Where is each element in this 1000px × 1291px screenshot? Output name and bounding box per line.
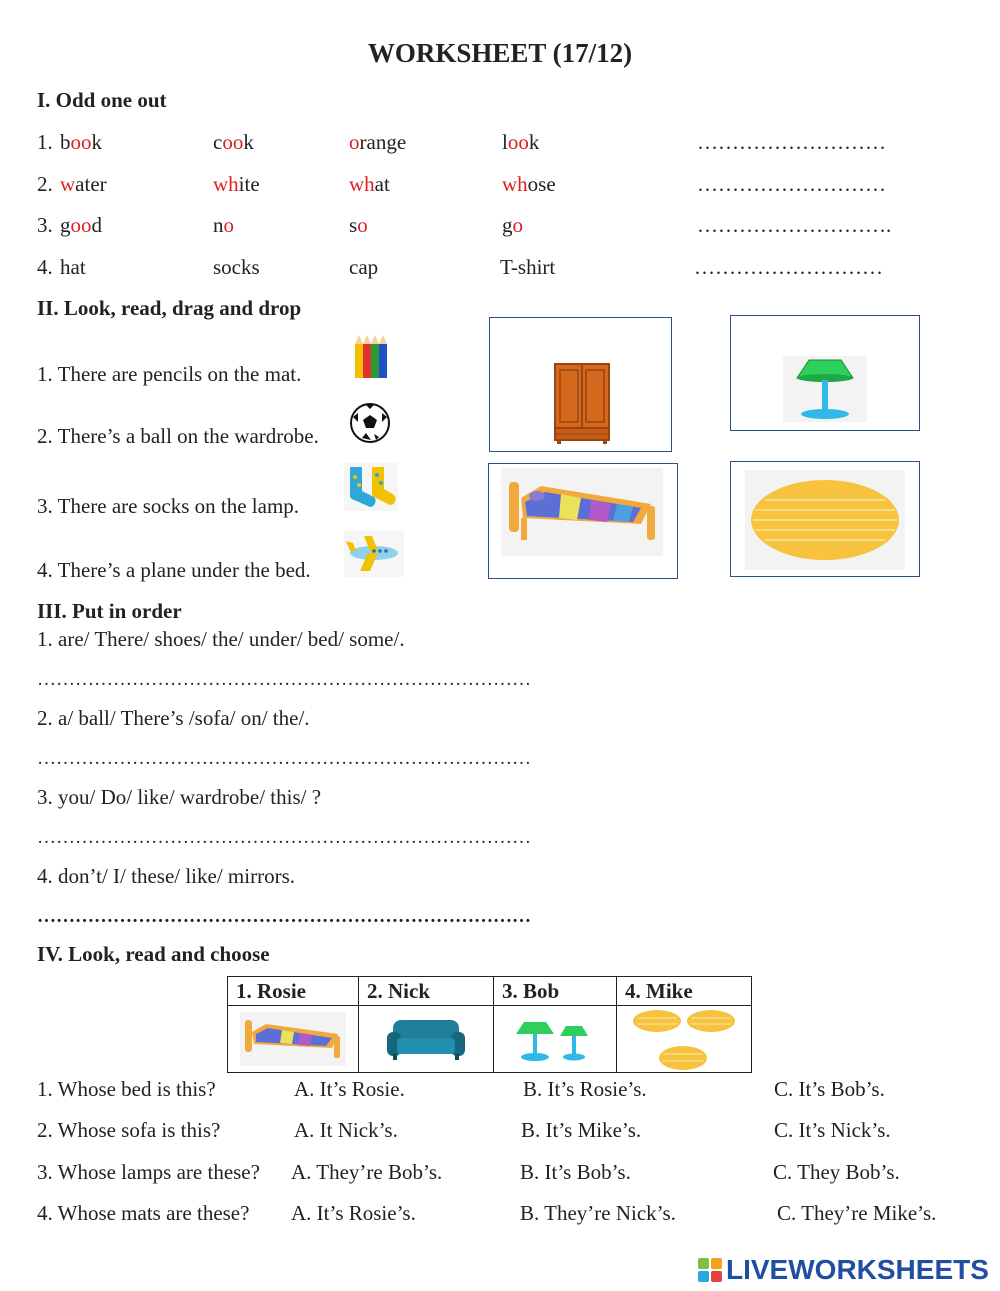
row-1-number: 1. bbox=[37, 130, 53, 154]
row-1-word-4[interactable]: look bbox=[502, 130, 540, 154]
order-prompt-3: 3. you/ Do/ like/ wardrobe/ this/ ? bbox=[37, 785, 322, 809]
lamp-icon bbox=[783, 356, 867, 422]
sofa-icon bbox=[385, 1016, 467, 1062]
order-prompt-4: 4. don’t/ I/ these/ like/ mirrors. bbox=[37, 864, 295, 888]
mat-drop-box[interactable] bbox=[730, 461, 920, 577]
rosie-picture-cell bbox=[228, 1006, 359, 1073]
owner-nick: 2. Nick bbox=[359, 977, 494, 1006]
row-4-word-3[interactable]: cap bbox=[349, 255, 379, 279]
order-prompt-2: 2. a/ ball/ There’s /sofa/ on/ the/. bbox=[37, 706, 310, 730]
row-4-word-4[interactable]: T-shirt bbox=[500, 255, 556, 279]
row-1-word-1[interactable]: book bbox=[60, 130, 102, 154]
question-4-option-c[interactable]: C. They’re Mike’s. bbox=[777, 1201, 937, 1225]
row-1-answer-blank[interactable]: ……………………… bbox=[697, 130, 886, 154]
question-2-option-b[interactable]: B. It’s Mike’s. bbox=[521, 1118, 642, 1142]
lamp-drop-box[interactable] bbox=[730, 315, 920, 431]
drag-sentence-1: 1. There are pencils on the mat. bbox=[37, 362, 302, 386]
question-2: 2. Whose sofa is this? bbox=[37, 1118, 221, 1142]
row-2-word-3[interactable]: what bbox=[349, 172, 390, 196]
row-2-answer-blank[interactable]: ……………………… bbox=[697, 172, 886, 196]
mike-picture-cell bbox=[617, 1006, 752, 1073]
liveworksheets-logo bbox=[698, 1254, 989, 1286]
plane-icon[interactable] bbox=[344, 531, 404, 577]
row-4-word-1[interactable]: hat bbox=[60, 255, 86, 279]
wardrobe-drop-box[interactable] bbox=[489, 317, 672, 452]
section-1-heading: I. Odd one out bbox=[37, 88, 167, 112]
bed-drop-box[interactable] bbox=[488, 463, 678, 579]
owners-table bbox=[227, 976, 752, 1073]
question-1-option-a[interactable]: A. It’s Rosie. bbox=[294, 1077, 405, 1101]
drag-sentence-2: 2. There’s a ball on the wardrobe. bbox=[37, 424, 319, 448]
question-3-option-c[interactable]: C. They Bob’s. bbox=[773, 1160, 900, 1184]
question-3: 3. Whose lamps are these? bbox=[37, 1160, 260, 1184]
row-4-answer-blank[interactable]: ……………………… bbox=[694, 255, 883, 279]
pencils-icon[interactable] bbox=[352, 334, 390, 382]
row-1-word-3[interactable]: orange bbox=[349, 130, 407, 154]
row-1-word-2[interactable]: cook bbox=[213, 130, 254, 154]
row-2-word-4[interactable]: whose bbox=[502, 172, 556, 196]
question-4-option-b[interactable]: B. They’re Nick’s. bbox=[520, 1201, 676, 1225]
row-2-word-2[interactable]: white bbox=[213, 172, 260, 196]
question-3-option-b[interactable]: B. It’s Bob’s. bbox=[520, 1160, 631, 1184]
row-3-word-3[interactable]: so bbox=[349, 213, 368, 237]
order-answer-4[interactable]: …………………………………………………………………… bbox=[37, 906, 531, 927]
drag-sentence-3: 3. There are socks on the lamp. bbox=[37, 494, 300, 518]
row-4-number: 4. bbox=[37, 255, 53, 279]
question-1-option-c[interactable]: C. It’s Bob’s. bbox=[774, 1077, 885, 1101]
order-answer-3[interactable]: …………………………………………………………………… bbox=[37, 827, 531, 848]
question-4: 4. Whose mats are these? bbox=[37, 1201, 250, 1225]
mats-icon bbox=[631, 1008, 737, 1074]
order-answer-2[interactable]: …………………………………………………………………… bbox=[37, 748, 531, 769]
question-1: 1. Whose bed is this? bbox=[37, 1077, 216, 1101]
bob-picture-cell bbox=[494, 1006, 617, 1073]
row-3-word-1[interactable]: good bbox=[60, 213, 102, 237]
owner-bob: 3. Bob bbox=[494, 977, 617, 1006]
bed-icon bbox=[501, 468, 663, 556]
question-2-option-c[interactable]: C. It’s Nick’s. bbox=[774, 1118, 891, 1142]
owner-rosie: 1. Rosie bbox=[228, 977, 359, 1006]
section-3-heading: III. Put in order bbox=[37, 599, 182, 623]
wardrobe-icon bbox=[553, 362, 611, 444]
owner-mike: 4. Mike bbox=[617, 977, 752, 1006]
question-1-option-b[interactable]: B. It’s Rosie’s. bbox=[523, 1077, 647, 1101]
lamps-icon bbox=[512, 1020, 594, 1062]
question-3-option-a[interactable]: A. They’re Bob’s. bbox=[291, 1160, 443, 1184]
row-3-word-4[interactable]: go bbox=[502, 213, 523, 237]
row-2-number: 2. bbox=[37, 172, 53, 196]
question-2-option-a[interactable]: A. It Nick’s. bbox=[294, 1118, 398, 1142]
nick-picture-cell bbox=[359, 1006, 494, 1073]
row-4-word-2[interactable]: socks bbox=[213, 255, 260, 279]
question-4-option-a[interactable]: A. It’s Rosie’s. bbox=[291, 1201, 416, 1225]
order-prompt-1: 1. are/ There/ shoes/ the/ under/ bed/ some/. bbox=[37, 627, 405, 651]
drag-sentence-4: 4. There’s a plane under the bed. bbox=[37, 558, 311, 582]
row-3-answer-blank[interactable]: ………………………. bbox=[697, 213, 892, 237]
row-3-number: 3. bbox=[37, 213, 53, 237]
section-4-heading: IV. Look, read and choose bbox=[37, 942, 270, 966]
logo-text: LIVEWORKSHEETS bbox=[726, 1254, 989, 1285]
row-2-word-1[interactable]: water bbox=[60, 172, 107, 196]
bed-icon bbox=[240, 1012, 346, 1066]
soccer-ball-icon[interactable] bbox=[349, 402, 391, 444]
row-3-word-2[interactable]: no bbox=[213, 213, 234, 237]
mat-icon bbox=[745, 470, 905, 570]
socks-icon[interactable] bbox=[344, 463, 398, 511]
section-2-heading: II. Look, read, drag and drop bbox=[37, 296, 302, 320]
logo-mark-icon bbox=[698, 1258, 722, 1282]
page-title: WORKSHEET (17/12) bbox=[367, 38, 633, 68]
order-answer-1[interactable]: …………………………………………………………………… bbox=[37, 669, 531, 690]
